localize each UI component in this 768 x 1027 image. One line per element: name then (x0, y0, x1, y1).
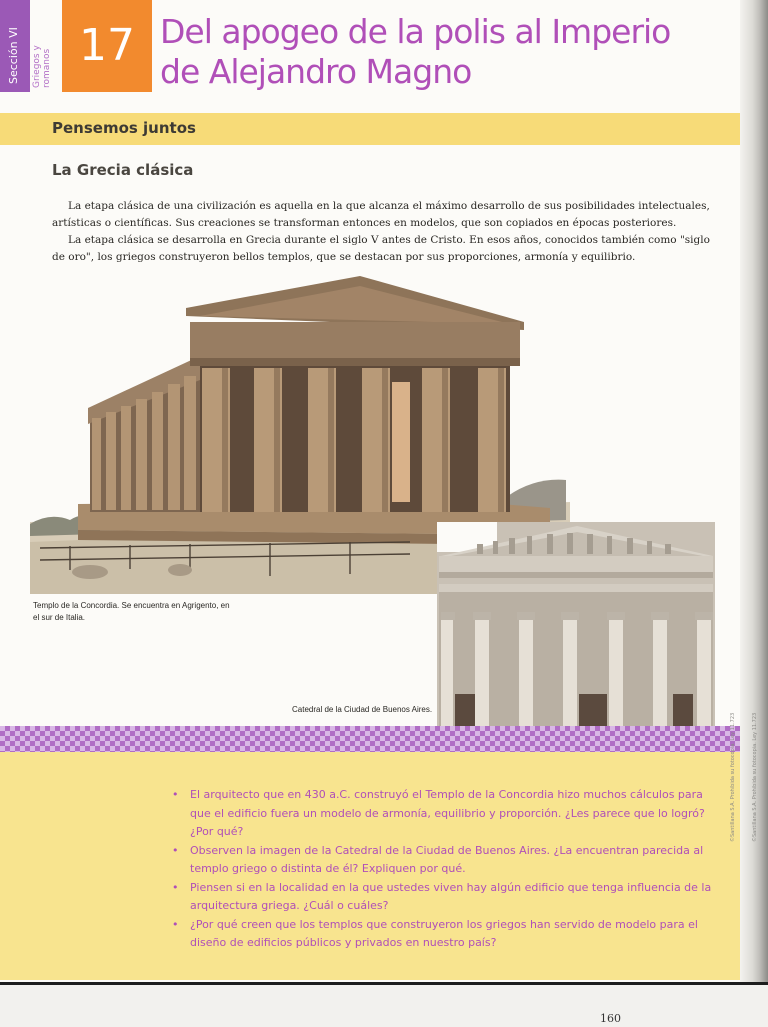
copyright-notice: ©Santillana S.A. Prohibida su fotocopia. Ley 11.723 (730, 712, 736, 842)
question-item: • Piensen si en la localidad en la que ustedes viven hay algún edificio que tenga influencia de la arquitectura griega. ¿Cuál o cuáles? (172, 879, 717, 916)
cathedral-caption: Catedral de la Ciudad de Buenos Aires. (292, 705, 433, 714)
question-list (172, 786, 717, 953)
subsection-title: La Grecia clásica (52, 161, 194, 179)
next-page-edge (0, 982, 768, 1027)
question-item: • El arquitecto que en 430 a.C. construyó el Templo de la Concordia hizo muchos cálculos para que el edificio fuera un modelo de armonía, equilibrio y proporción. ¿Les parece que lo logró? ¿Por qué? (172, 786, 717, 842)
question-item: • Observen la imagen de la Catedral de la Ciudad de Buenos Aires. ¿La encuentran parecida al templo griego o distinta de él? Expliquen por qué. (172, 842, 717, 879)
page-number: 160 (600, 1012, 621, 1025)
temple-caption: Templo de la Concordia. Se encuentra en Agrigento, en el sur de Italia. (33, 601, 230, 622)
section-subtitle: Griegos y romanos (32, 45, 52, 88)
page-title (160, 12, 720, 92)
band-title: Pensemos juntos (52, 119, 196, 137)
book-gutter (740, 0, 768, 982)
section-tab (0, 0, 30, 92)
paragraph-2: La etapa clásica se desarrolla en Grecia durante el siglo V antes de Cristo. En esos años, conocidos también como "siglo de oro", los griegos construyeron bellos templos, que se destacan por sus proporciones, armonía y equilibrio. (52, 234, 710, 263)
title-line-1: Del apogeo de la polis al Imperio (160, 12, 671, 51)
copyright-notice-2: ©Santillana S.A. Prohibida su fotocopia. Ley 11.723 (752, 712, 758, 842)
title-line-2: de Alejandro Magno (160, 52, 472, 91)
section-label: Sección VI (7, 27, 20, 84)
paragraph-1: La etapa clásica de una civilización es aquella en la que alcanza el máximo desarrollo de sus posibilidades intelectuales, artísticas o científicas. Sus creaciones se transforman entonces en modelos, que son copiados en épocas posteriores. (52, 200, 710, 229)
question-item: • ¿Por qué creen que los templos que construyeron los griegos han servido de modelo para el diseño de edificios públicos y privados en nuestro país? (172, 916, 717, 953)
buenos-aires-cathedral-photo (437, 522, 715, 760)
decorative-checker-strip (0, 726, 742, 754)
chapter-number: 17 (62, 0, 152, 92)
